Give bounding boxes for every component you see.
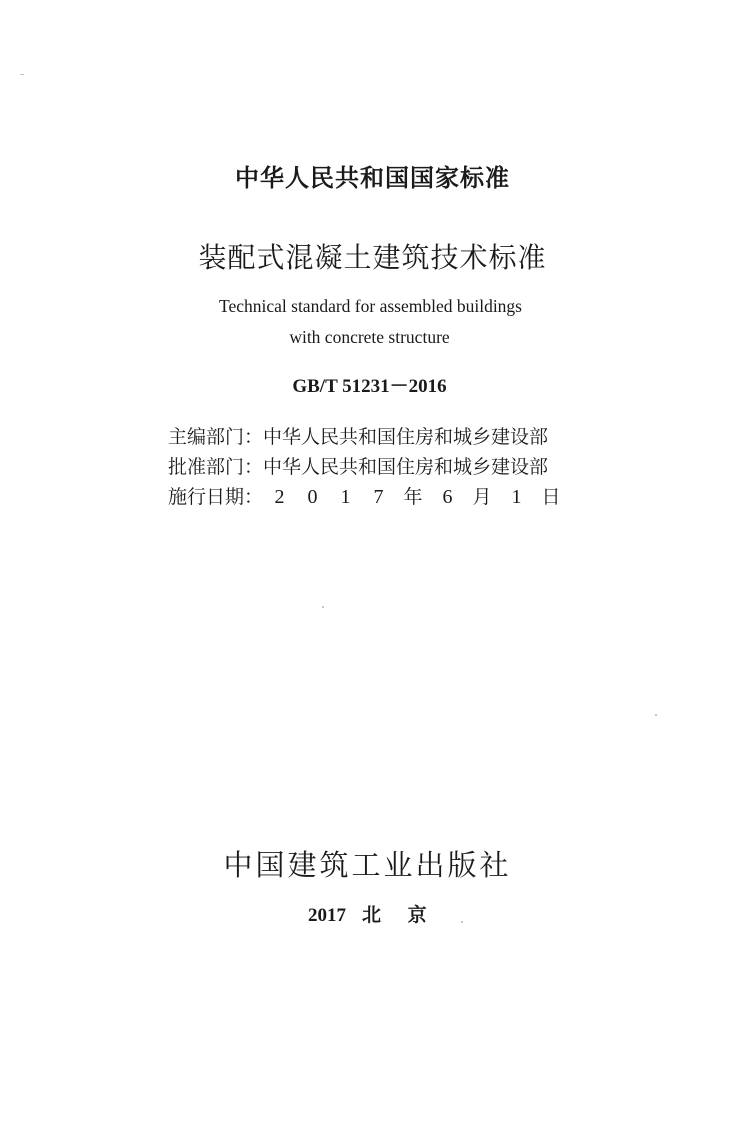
scan-speck [20,74,24,75]
approver-label: 批准部门： [168,456,264,478]
scan-speck [322,606,324,608]
approver-row [168,452,548,479]
imprint [308,900,437,927]
date-digit: 7 [373,486,384,508]
editor-row [168,422,548,449]
publisher-name: 中国建筑工业出版社 [223,848,512,882]
standard-title-chinese: 装配式混凝土建筑技术标准 [198,241,547,274]
date-day-char: 日 [541,486,561,508]
editor-value: 中华人民共和国住房和城乡建设部 [263,426,549,448]
imprint-city: 北 京 [362,904,437,926]
standard-code: GB/T 51231－2016 [292,376,447,397]
date-digit: 6 [442,486,453,508]
effective-date-row [168,482,569,509]
date-year-char: 年 [403,486,423,508]
scan-speck [461,921,463,923]
effective-date-label: 施行日期： [168,486,264,508]
imprint-year: 2017 [308,905,346,926]
effective-date-value [263,482,569,509]
date-digit: 1 [511,486,522,508]
date-digit: 0 [307,486,318,508]
editor-label: 主编部门： [168,426,264,448]
standard-title-english-line-1: Technical standard for assembled buildings [219,296,522,316]
date-digit: 2 [274,486,285,508]
national-standard-heading: 中华人民共和国国家标准 [235,164,510,192]
scan-speck [655,714,657,716]
approver-value: 中华人民共和国住房和城乡建设部 [263,456,549,478]
date-month-char: 月 [472,486,492,508]
standard-title-english-line-2: with concrete structure [289,327,450,347]
date-digit: 1 [340,486,351,508]
